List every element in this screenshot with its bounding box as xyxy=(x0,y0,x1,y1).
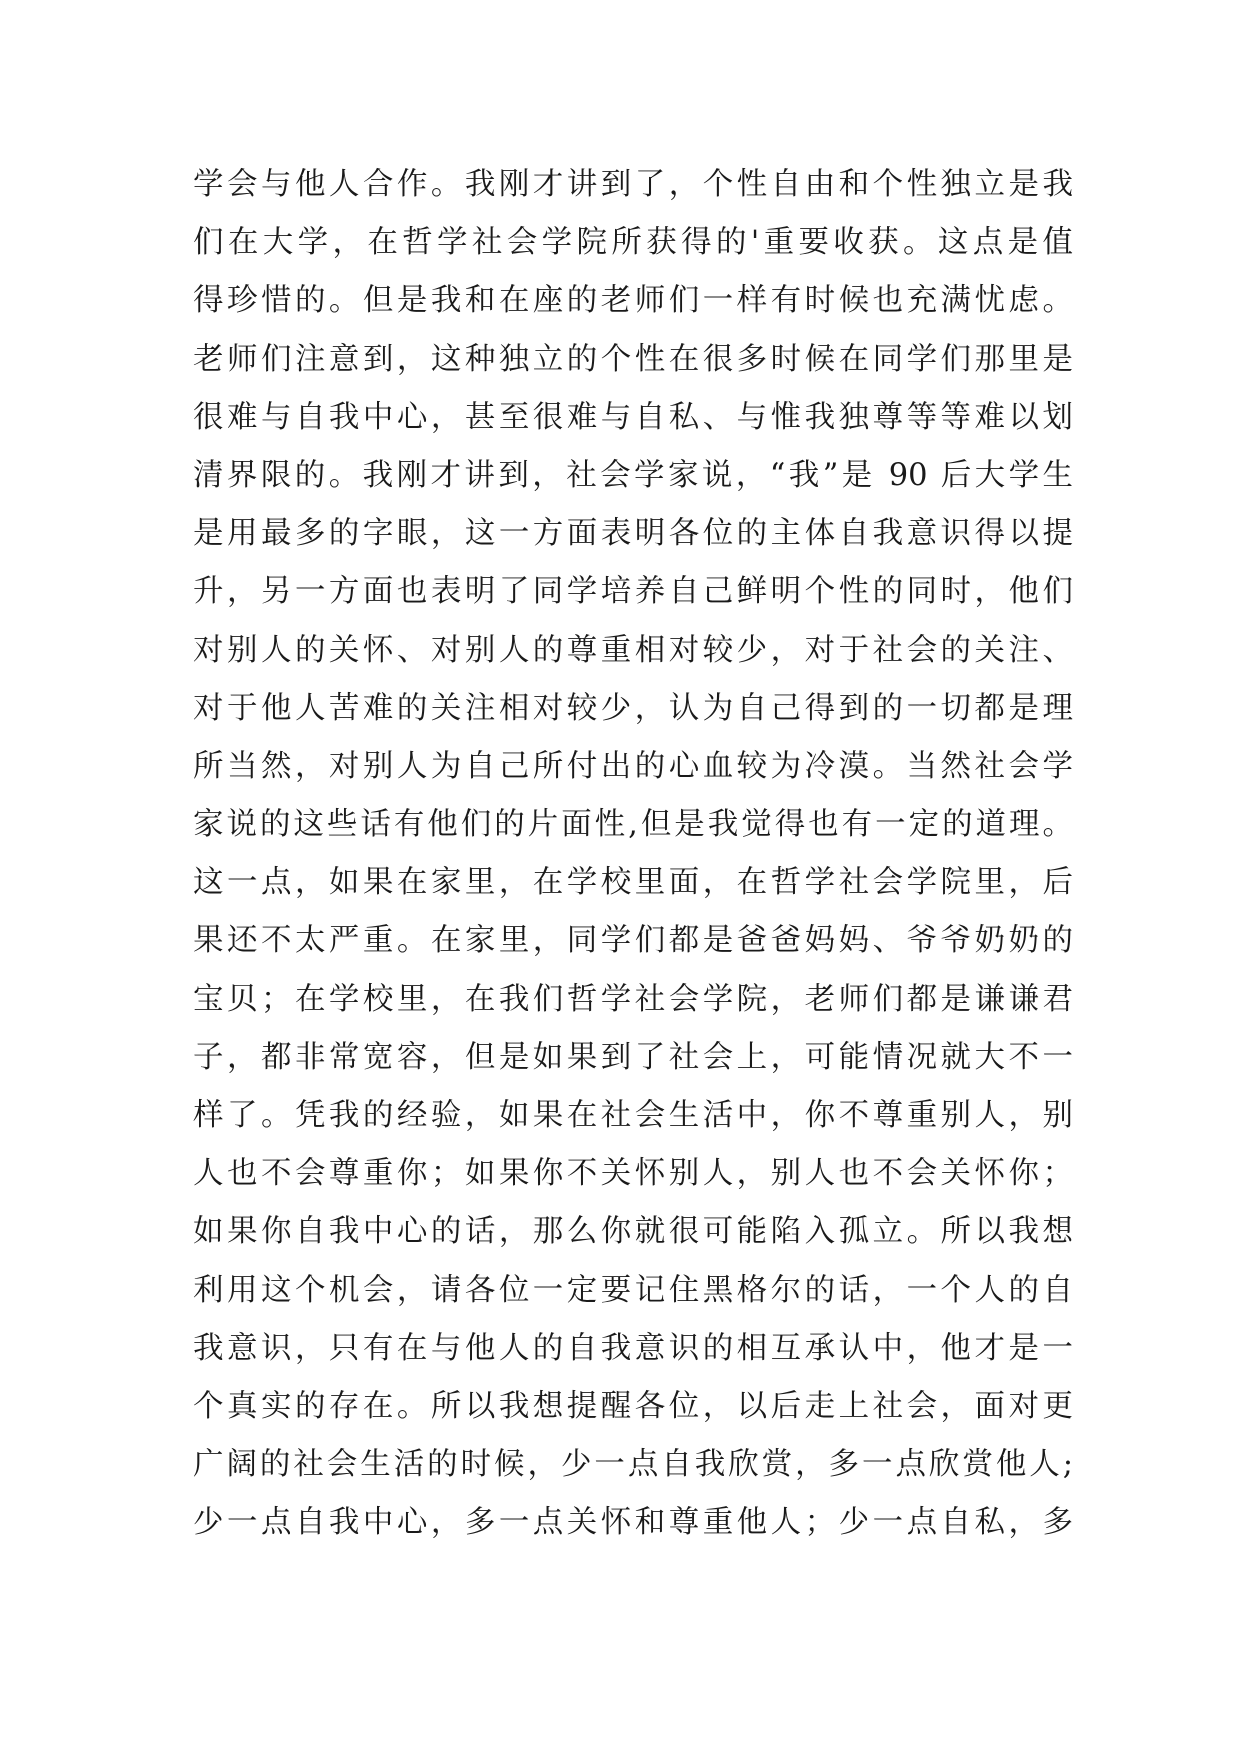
text-line: 子，都非常宽容，但是如果到了社会上，可能情况就大不一 xyxy=(193,1039,1073,1075)
text-line: 清界限的。我刚才讲到，社会学家说，“我”是 90 后大学生 xyxy=(193,457,1073,493)
text-line: 对于他人苦难的关注相对较少，认为自己得到的一切都是理 xyxy=(193,690,1073,726)
text-line: 所当然，对别人为自己所付出的心血较为冷漠。当然社会学 xyxy=(193,748,1073,784)
text-line: 升，另一方面也表明了同学培养自己鲜明个性的同时，他们 xyxy=(193,574,1073,610)
text-line: 广阔的社会生活的时候，少一点自我欣赏，多一点欣赏他人; xyxy=(193,1447,1073,1483)
text-line: 个真实的存在。所以我想提醒各位，以后走上社会，面对更 xyxy=(193,1388,1073,1424)
text-line: 得珍惜的。但是我和在座的老师们一样有时候也充满忧虑。 xyxy=(193,283,1073,319)
text-line: 们在大学，在哲学社会学院所获得的'重要收获。这点是值 xyxy=(193,225,1073,261)
text-line: 少一点自我中心，多一点关怀和尊重他人；少一点自私，多 xyxy=(193,1505,1073,1541)
body-text xyxy=(193,156,1073,1553)
text-line: 我意识，只有在与他人的自我意识的相互承认中，他才是一 xyxy=(193,1330,1073,1366)
text-line: 是用最多的字眼，这一方面表明各位的主体自我意识得以提 xyxy=(193,516,1073,552)
text-line: 如果你自我中心的话，那么你就很可能陷入孤立。所以我想 xyxy=(193,1214,1073,1250)
text-line: 这一点，如果在家里，在学校里面，在哲学社会学院里，后 xyxy=(193,865,1073,901)
text-line: 样了。凭我的经验，如果在社会生活中，你不尊重别人，别 xyxy=(193,1098,1073,1133)
text-line: 家说的这些话有他们的片面性,但是我觉得也有一定的道理。 xyxy=(193,807,1073,843)
text-line: 人也不会尊重你；如果你不关怀别人，别人也不会关怀你； xyxy=(193,1156,1073,1192)
text-line: 老师们注意到，这种独立的个性在很多时候在同学们那里是 xyxy=(193,341,1073,377)
text-line: 学会与他人合作。我刚才讲到了，个性自由和个性独立是我 xyxy=(193,167,1073,202)
text-line: 利用这个机会，请各位一定要记住黑格尔的话，一个人的自 xyxy=(193,1272,1073,1308)
text-line: 宝贝；在学校里，在我们哲学社会学院，老师们都是谦谦君 xyxy=(193,981,1073,1017)
text-line: 对别人的关怀、对别人的尊重相对较少，对于社会的关注、 xyxy=(193,632,1073,668)
text-line: 果还不太严重。在家里，同学们都是爸爸妈妈、爷爷奶奶的 xyxy=(193,923,1073,959)
text-line: 很难与自我中心，甚至很难与自私、与惟我独尊等等难以划 xyxy=(193,399,1073,435)
